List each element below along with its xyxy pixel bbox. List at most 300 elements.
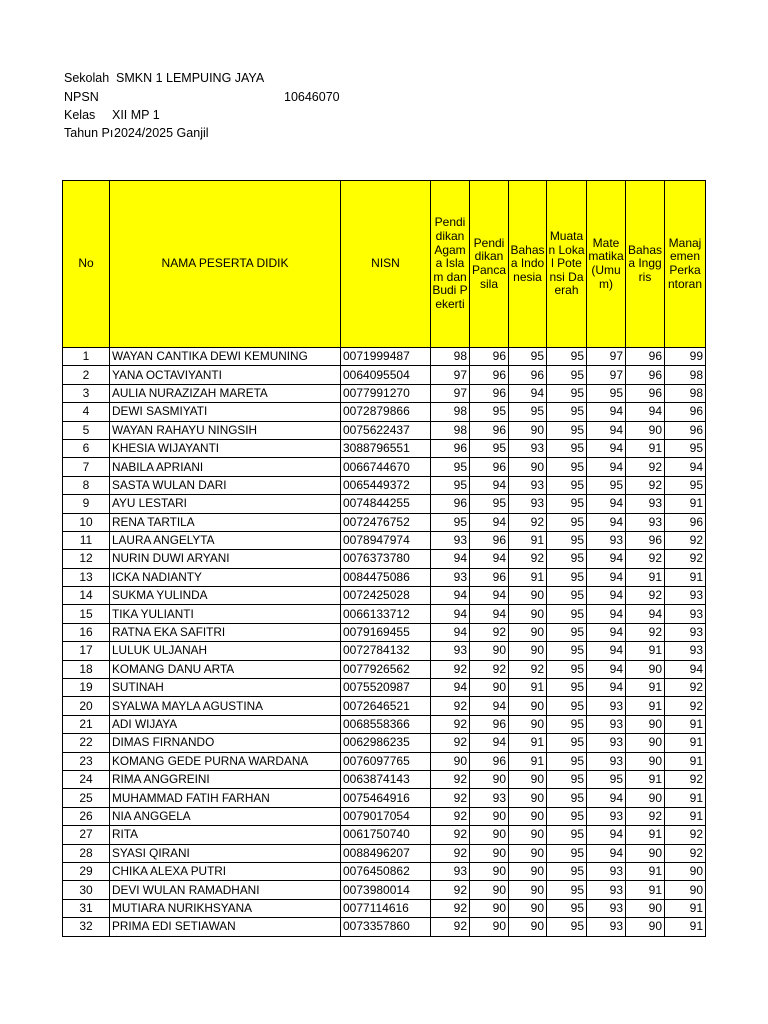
cell-no: 12 xyxy=(63,550,110,568)
cell-matematika: 94 xyxy=(587,550,626,568)
cell-pancasila: 96 xyxy=(470,348,509,366)
col-header-nisn: NISN xyxy=(341,181,431,348)
cell-name: PRIMA EDI SETIAWAN xyxy=(110,918,341,936)
cell-name: SASTA WULAN DARI xyxy=(110,476,341,494)
cell-pancasila: 95 xyxy=(470,495,509,513)
cell-no: 30 xyxy=(63,881,110,899)
cell-agama: 95 xyxy=(431,476,470,494)
cell-muatan-lokal: 95 xyxy=(547,623,587,641)
cell-muatan-lokal: 95 xyxy=(547,531,587,549)
cell-bahasa-inggris: 90 xyxy=(626,660,665,678)
table-row xyxy=(63,550,706,568)
table-row xyxy=(63,623,706,641)
cell-matematika: 94 xyxy=(587,495,626,513)
cell-pancasila: 94 xyxy=(470,605,509,623)
cell-nisn: 0075464916 xyxy=(341,789,431,807)
cell-no: 23 xyxy=(63,752,110,770)
cell-nisn: 0077114616 xyxy=(341,899,431,917)
cell-matematika: 94 xyxy=(587,421,626,439)
cell-agama: 92 xyxy=(431,826,470,844)
cell-pancasila: 94 xyxy=(470,734,509,752)
cell-manajemen: 92 xyxy=(665,679,706,697)
cell-nisn: 0066133712 xyxy=(341,605,431,623)
cell-bahasa-inggris: 90 xyxy=(626,734,665,752)
cell-name: SUTINAH xyxy=(110,679,341,697)
cell-muatan-lokal: 95 xyxy=(547,495,587,513)
cell-nisn: 0077991270 xyxy=(341,384,431,402)
cell-name: ICKA NADIANTY xyxy=(110,568,341,586)
cell-bahasa-indonesia: 90 xyxy=(509,587,547,605)
cell-bahasa-indonesia: 90 xyxy=(509,770,547,788)
cell-nisn: 0072784132 xyxy=(341,642,431,660)
cell-nisn: 0074844255 xyxy=(341,495,431,513)
cell-pancasila: 90 xyxy=(470,807,509,825)
cell-name: CHIKA ALEXA PUTRI xyxy=(110,862,341,880)
cell-matematika: 95 xyxy=(587,384,626,402)
cell-matematika: 94 xyxy=(587,605,626,623)
cell-bahasa-indonesia: 90 xyxy=(509,642,547,660)
cell-agama: 92 xyxy=(431,770,470,788)
cell-pancasila: 96 xyxy=(470,715,509,733)
cell-matematika: 94 xyxy=(587,679,626,697)
cell-pancasila: 90 xyxy=(470,899,509,917)
cell-muatan-lokal: 95 xyxy=(547,605,587,623)
grades-table xyxy=(62,180,706,937)
cell-bahasa-indonesia: 92 xyxy=(509,513,547,531)
cell-name: DIMAS FIRNANDO xyxy=(110,734,341,752)
cell-no: 32 xyxy=(63,918,110,936)
table-row xyxy=(63,697,706,715)
cell-pancasila: 94 xyxy=(470,476,509,494)
col-header-pancasila: Pendidikan Pancasila xyxy=(470,181,509,348)
cell-matematika: 94 xyxy=(587,439,626,457)
table-row xyxy=(63,476,706,494)
cell-manajemen: 91 xyxy=(665,734,706,752)
cell-pancasila: 90 xyxy=(470,770,509,788)
cell-nisn: 0072646521 xyxy=(341,697,431,715)
cell-pancasila: 92 xyxy=(470,660,509,678)
cell-bahasa-indonesia: 95 xyxy=(509,348,547,366)
cell-bahasa-inggris: 90 xyxy=(626,918,665,936)
cell-name: RATNA EKA SAFITRI xyxy=(110,623,341,641)
cell-no: 5 xyxy=(63,421,110,439)
cell-pancasila: 94 xyxy=(470,513,509,531)
cell-bahasa-indonesia: 91 xyxy=(509,734,547,752)
cell-manajemen: 91 xyxy=(665,752,706,770)
cell-nisn: 0073357860 xyxy=(341,918,431,936)
table-row xyxy=(63,421,706,439)
col-header-bahasa-indonesia: Bahasa Indonesia xyxy=(509,181,547,348)
cell-bahasa-inggris: 91 xyxy=(626,439,665,457)
class-label: Kelas xyxy=(64,108,96,122)
cell-agama: 94 xyxy=(431,679,470,697)
col-header-manajemen: Manajemen Perkantoran xyxy=(665,181,706,348)
cell-manajemen: 91 xyxy=(665,918,706,936)
cell-bahasa-inggris: 92 xyxy=(626,623,665,641)
cell-bahasa-inggris: 90 xyxy=(626,752,665,770)
cell-manajemen: 99 xyxy=(665,348,706,366)
cell-bahasa-inggris: 91 xyxy=(626,679,665,697)
cell-agama: 98 xyxy=(431,403,470,421)
col-header-no: No xyxy=(63,181,110,348)
cell-manajemen: 91 xyxy=(665,568,706,586)
cell-matematika: 95 xyxy=(587,476,626,494)
table-row xyxy=(63,642,706,660)
cell-agama: 97 xyxy=(431,384,470,402)
table-row xyxy=(63,899,706,917)
cell-manajemen: 92 xyxy=(665,844,706,862)
cell-nisn: 0088496207 xyxy=(341,844,431,862)
cell-bahasa-indonesia: 90 xyxy=(509,881,547,899)
cell-bahasa-indonesia: 90 xyxy=(509,807,547,825)
cell-no: 13 xyxy=(63,568,110,586)
cell-name: LULUK ULJANAH xyxy=(110,642,341,660)
cell-manajemen: 98 xyxy=(665,366,706,384)
cell-agama: 92 xyxy=(431,789,470,807)
cell-bahasa-indonesia: 94 xyxy=(509,384,547,402)
cell-agama: 93 xyxy=(431,568,470,586)
cell-bahasa-inggris: 91 xyxy=(626,881,665,899)
cell-name: MUTIARA NURIKHSYANA xyxy=(110,899,341,917)
cell-pancasila: 90 xyxy=(470,826,509,844)
cell-nisn: 0066744670 xyxy=(341,458,431,476)
cell-muatan-lokal: 95 xyxy=(547,789,587,807)
cell-bahasa-indonesia: 93 xyxy=(509,439,547,457)
cell-manajemen: 95 xyxy=(665,439,706,457)
cell-name: SYASI QIRANI xyxy=(110,844,341,862)
table-row xyxy=(63,366,706,384)
cell-name: KHESIA WIJAYANTI xyxy=(110,439,341,457)
cell-nisn: 0077926562 xyxy=(341,660,431,678)
cell-no: 25 xyxy=(63,789,110,807)
cell-muatan-lokal: 95 xyxy=(547,403,587,421)
cell-name: KOMANG GEDE PURNA WARDANA xyxy=(110,752,341,770)
cell-bahasa-inggris: 94 xyxy=(626,605,665,623)
col-header-name: NAMA PESERTA DIDIK xyxy=(110,181,341,348)
table-row xyxy=(63,734,706,752)
cell-manajemen: 93 xyxy=(665,605,706,623)
cell-name: RITA xyxy=(110,826,341,844)
col-header-matematika: Matematika (Umum) xyxy=(587,181,626,348)
cell-pancasila: 96 xyxy=(470,384,509,402)
cell-pancasila: 92 xyxy=(470,623,509,641)
cell-manajemen: 91 xyxy=(665,789,706,807)
cell-bahasa-indonesia: 96 xyxy=(509,366,547,384)
cell-nisn: 0076373780 xyxy=(341,550,431,568)
cell-agama: 94 xyxy=(431,623,470,641)
cell-manajemen: 96 xyxy=(665,513,706,531)
cell-no: 2 xyxy=(63,366,110,384)
cell-name: AULIA NURAZIZAH MARETA xyxy=(110,384,341,402)
cell-no: 18 xyxy=(63,660,110,678)
cell-bahasa-inggris: 90 xyxy=(626,844,665,862)
cell-manajemen: 90 xyxy=(665,881,706,899)
class-row xyxy=(64,106,160,124)
cell-no: 17 xyxy=(63,642,110,660)
cell-agama: 96 xyxy=(431,495,470,513)
cell-muatan-lokal: 95 xyxy=(547,826,587,844)
cell-manajemen: 92 xyxy=(665,550,706,568)
cell-bahasa-inggris: 91 xyxy=(626,862,665,880)
cell-name: RENA TARTILA xyxy=(110,513,341,531)
cell-bahasa-indonesia: 90 xyxy=(509,789,547,807)
cell-nisn: 0073980014 xyxy=(341,881,431,899)
cell-muatan-lokal: 95 xyxy=(547,366,587,384)
cell-manajemen: 91 xyxy=(665,807,706,825)
cell-matematika: 93 xyxy=(587,752,626,770)
cell-matematika: 97 xyxy=(587,366,626,384)
cell-matematika: 94 xyxy=(587,623,626,641)
cell-no: 22 xyxy=(63,734,110,752)
cell-pancasila: 96 xyxy=(470,421,509,439)
cell-no: 4 xyxy=(63,403,110,421)
col-header-bahasa-inggris: Bahasa Inggris xyxy=(626,181,665,348)
cell-no: 7 xyxy=(63,458,110,476)
cell-no: 8 xyxy=(63,476,110,494)
cell-bahasa-indonesia: 90 xyxy=(509,899,547,917)
cell-nisn: 0068558366 xyxy=(341,715,431,733)
cell-bahasa-indonesia: 90 xyxy=(509,697,547,715)
cell-pancasila: 90 xyxy=(470,642,509,660)
cell-manajemen: 93 xyxy=(665,642,706,660)
cell-muatan-lokal: 95 xyxy=(547,899,587,917)
table-row xyxy=(63,403,706,421)
cell-no: 28 xyxy=(63,844,110,862)
cell-muatan-lokal: 95 xyxy=(547,715,587,733)
cell-pancasila: 94 xyxy=(470,697,509,715)
cell-bahasa-indonesia: 93 xyxy=(509,495,547,513)
cell-pancasila: 93 xyxy=(470,789,509,807)
cell-muatan-lokal: 95 xyxy=(547,348,587,366)
cell-agama: 90 xyxy=(431,752,470,770)
cell-no: 10 xyxy=(63,513,110,531)
cell-bahasa-inggris: 92 xyxy=(626,476,665,494)
cell-manajemen: 94 xyxy=(665,660,706,678)
table-row xyxy=(63,881,706,899)
cell-agama: 92 xyxy=(431,807,470,825)
cell-name: AYU LESTARI xyxy=(110,495,341,513)
cell-muatan-lokal: 95 xyxy=(547,439,587,457)
cell-muatan-lokal: 95 xyxy=(547,734,587,752)
table-row xyxy=(63,752,706,770)
cell-name: NIA ANGGELA xyxy=(110,807,341,825)
cell-agama: 98 xyxy=(431,421,470,439)
table-row xyxy=(63,458,706,476)
cell-agama: 97 xyxy=(431,366,470,384)
cell-name: YANA OCTAVIYANTI xyxy=(110,366,341,384)
cell-agama: 93 xyxy=(431,531,470,549)
cell-pancasila: 90 xyxy=(470,862,509,880)
cell-bahasa-inggris: 96 xyxy=(626,366,665,384)
cell-agama: 92 xyxy=(431,881,470,899)
cell-agama: 92 xyxy=(431,734,470,752)
cell-muatan-lokal: 95 xyxy=(547,752,587,770)
cell-muatan-lokal: 95 xyxy=(547,642,587,660)
cell-bahasa-inggris: 94 xyxy=(626,403,665,421)
cell-nisn: 0076097765 xyxy=(341,752,431,770)
cell-bahasa-inggris: 93 xyxy=(626,513,665,531)
cell-matematika: 94 xyxy=(587,458,626,476)
cell-bahasa-inggris: 90 xyxy=(626,899,665,917)
cell-bahasa-indonesia: 91 xyxy=(509,531,547,549)
cell-pancasila: 96 xyxy=(470,531,509,549)
cell-no: 16 xyxy=(63,623,110,641)
table-row xyxy=(63,513,706,531)
cell-no: 1 xyxy=(63,348,110,366)
cell-pancasila: 95 xyxy=(470,439,509,457)
cell-bahasa-inggris: 93 xyxy=(626,495,665,513)
table-row xyxy=(63,770,706,788)
cell-bahasa-indonesia: 92 xyxy=(509,550,547,568)
table-row xyxy=(63,679,706,697)
cell-bahasa-inggris: 90 xyxy=(626,789,665,807)
npsn-value: 10646070 xyxy=(284,90,340,104)
table-row xyxy=(63,826,706,844)
cell-matematika: 94 xyxy=(587,568,626,586)
cell-manajemen: 92 xyxy=(665,770,706,788)
table-row xyxy=(63,789,706,807)
table-row xyxy=(63,862,706,880)
cell-muatan-lokal: 95 xyxy=(547,568,587,586)
cell-manajemen: 96 xyxy=(665,403,706,421)
cell-agama: 93 xyxy=(431,642,470,660)
cell-nisn: 3088796551 xyxy=(341,439,431,457)
cell-matematika: 93 xyxy=(587,697,626,715)
cell-muatan-lokal: 95 xyxy=(547,421,587,439)
cell-nisn: 0075520987 xyxy=(341,679,431,697)
cell-agama: 92 xyxy=(431,918,470,936)
cell-muatan-lokal: 95 xyxy=(547,862,587,880)
cell-nisn: 0084475086 xyxy=(341,568,431,586)
cell-no: 19 xyxy=(63,679,110,697)
cell-name: NABILA APRIANI xyxy=(110,458,341,476)
cell-name: LAURA ANGELYTA xyxy=(110,531,341,549)
cell-no: 27 xyxy=(63,826,110,844)
cell-manajemen: 94 xyxy=(665,458,706,476)
cell-name: DEVI WULAN RAMADHANI xyxy=(110,881,341,899)
cell-bahasa-indonesia: 91 xyxy=(509,568,547,586)
cell-agama: 93 xyxy=(431,862,470,880)
table-row xyxy=(63,605,706,623)
cell-nisn: 0072476752 xyxy=(341,513,431,531)
cell-no: 21 xyxy=(63,715,110,733)
cell-manajemen: 92 xyxy=(665,531,706,549)
cell-agama: 92 xyxy=(431,899,470,917)
cell-name: SYALWA MAYLA AGUSTINA xyxy=(110,697,341,715)
cell-bahasa-indonesia: 90 xyxy=(509,421,547,439)
cell-agama: 96 xyxy=(431,439,470,457)
cell-pancasila: 96 xyxy=(470,366,509,384)
cell-no: 31 xyxy=(63,899,110,917)
header-row xyxy=(63,181,706,348)
cell-matematika: 95 xyxy=(587,770,626,788)
npsn-row xyxy=(64,88,340,106)
cell-agama: 95 xyxy=(431,513,470,531)
cell-bahasa-indonesia: 90 xyxy=(509,605,547,623)
cell-agama: 94 xyxy=(431,605,470,623)
cell-pancasila: 90 xyxy=(470,679,509,697)
cell-matematika: 93 xyxy=(587,918,626,936)
cell-bahasa-inggris: 90 xyxy=(626,715,665,733)
table-row xyxy=(63,568,706,586)
cell-no: 15 xyxy=(63,605,110,623)
cell-bahasa-inggris: 92 xyxy=(626,550,665,568)
cell-muatan-lokal: 95 xyxy=(547,384,587,402)
cell-no: 26 xyxy=(63,807,110,825)
cell-nisn: 0072879866 xyxy=(341,403,431,421)
cell-name: NURIN DUWI ARYANI xyxy=(110,550,341,568)
cell-bahasa-indonesia: 90 xyxy=(509,826,547,844)
cell-bahasa-indonesia: 90 xyxy=(509,862,547,880)
cell-pancasila: 90 xyxy=(470,844,509,862)
cell-name: WAYAN CANTIKA DEWI KEMUNING xyxy=(110,348,341,366)
cell-name: RIMA ANGGREINI xyxy=(110,770,341,788)
cell-muatan-lokal: 95 xyxy=(547,550,587,568)
cell-manajemen: 92 xyxy=(665,697,706,715)
cell-bahasa-indonesia: 91 xyxy=(509,752,547,770)
cell-muatan-lokal: 95 xyxy=(547,918,587,936)
table-row xyxy=(63,384,706,402)
year-value: 2024/2025 Ganjil xyxy=(114,126,209,140)
cell-manajemen: 93 xyxy=(665,623,706,641)
cell-muatan-lokal: 95 xyxy=(547,697,587,715)
cell-pancasila: 96 xyxy=(470,752,509,770)
cell-matematika: 94 xyxy=(587,789,626,807)
cell-name: KOMANG DANU ARTA xyxy=(110,660,341,678)
cell-matematika: 94 xyxy=(587,826,626,844)
cell-pancasila: 90 xyxy=(470,881,509,899)
cell-nisn: 0065449372 xyxy=(341,476,431,494)
table-row xyxy=(63,807,706,825)
cell-pancasila: 96 xyxy=(470,458,509,476)
cell-bahasa-indonesia: 90 xyxy=(509,844,547,862)
cell-no: 20 xyxy=(63,697,110,715)
cell-matematika: 93 xyxy=(587,807,626,825)
cell-manajemen: 91 xyxy=(665,899,706,917)
school-row xyxy=(64,69,265,87)
cell-agama: 92 xyxy=(431,844,470,862)
cell-matematika: 93 xyxy=(587,899,626,917)
table-row xyxy=(63,495,706,513)
cell-agama: 94 xyxy=(431,587,470,605)
cell-bahasa-inggris: 91 xyxy=(626,568,665,586)
cell-matematika: 94 xyxy=(587,587,626,605)
cell-matematika: 93 xyxy=(587,531,626,549)
cell-nisn: 0078947974 xyxy=(341,531,431,549)
cell-bahasa-inggris: 91 xyxy=(626,826,665,844)
cell-bahasa-indonesia: 92 xyxy=(509,660,547,678)
cell-bahasa-inggris: 90 xyxy=(626,421,665,439)
cell-muatan-lokal: 95 xyxy=(547,458,587,476)
cell-muatan-lokal: 95 xyxy=(547,513,587,531)
cell-nisn: 0064095504 xyxy=(341,366,431,384)
npsn-label: NPSN xyxy=(64,90,99,104)
table-row xyxy=(63,918,706,936)
table-row xyxy=(63,660,706,678)
cell-nisn: 0071999487 xyxy=(341,348,431,366)
cell-matematika: 94 xyxy=(587,642,626,660)
cell-pancasila: 90 xyxy=(470,918,509,936)
cell-muatan-lokal: 95 xyxy=(547,844,587,862)
cell-no: 9 xyxy=(63,495,110,513)
cell-bahasa-indonesia: 90 xyxy=(509,623,547,641)
table-row xyxy=(63,587,706,605)
cell-bahasa-indonesia: 95 xyxy=(509,403,547,421)
cell-no: 11 xyxy=(63,531,110,549)
cell-agama: 92 xyxy=(431,660,470,678)
cell-name: MUHAMMAD FATIH FARHAN xyxy=(110,789,341,807)
cell-muatan-lokal: 95 xyxy=(547,881,587,899)
